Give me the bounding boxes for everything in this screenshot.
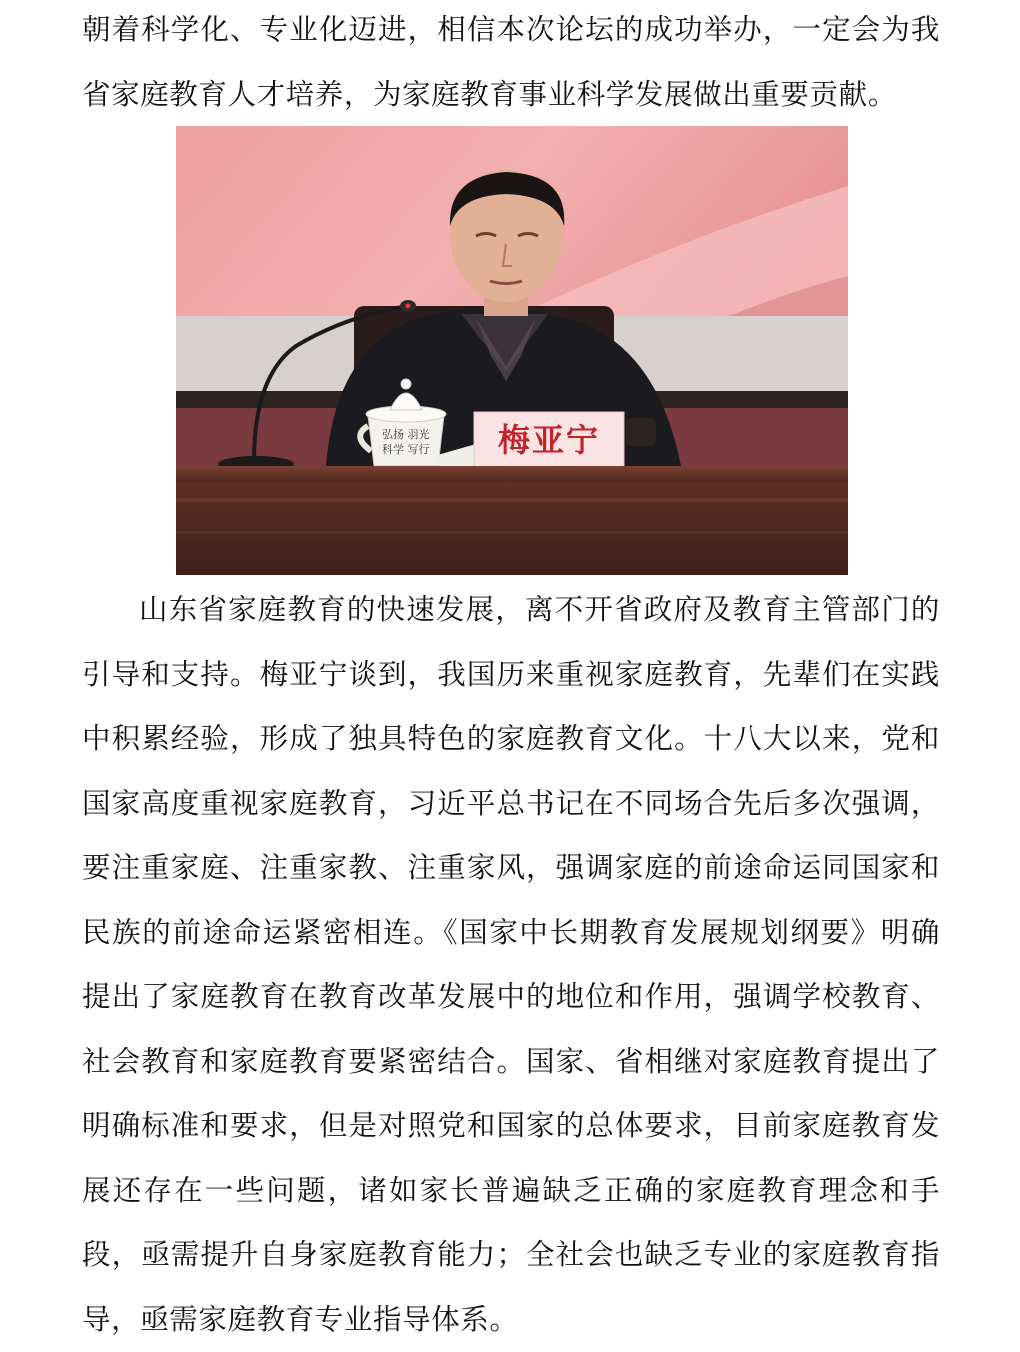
nameplate-label: 梅亚宁 — [497, 421, 600, 459]
paragraph-intro-continuation: 朝着科学化、专业化迈进，相信本次论坛的成功举办，一定会为我省家庭教育人才培养，为家庭教育事业科学发展做出重要贡献。 — [82, 13, 940, 111]
speaker-photo-illustration — [176, 126, 848, 575]
svg-text:科学 写行: 科学 写行 — [382, 443, 430, 456]
paragraph-body: 山东省家庭教育的快速发展，离不开省政府及教育主管部门的引导和支持。梅亚宁谈到，我国历来重视家庭教育，先辈们在实践中积累经验，形成了独具特色的家庭教育文化。十八大以来，党和国家高度重视家庭教育，习近平总书记在不同场合先后多次强调，要注重家庭、注重家教、注重家风，强调家庭的前途命运同国家和民族的前途命运紧密相连。《国家中长期教育发展规划纲要》明确提出了家庭教育在教育改革发展中的地位和作用，强调学校教育、社会教育和家庭教育要紧密结合。国家、省相继对家庭教育提出了明确标准和要求，但是对照党和国家的总体要求，目前家庭教育发展还存在一些问题，诸如家长普遍缺乏正确的家庭教育理念和手段，亟需提升自身家庭教育能力；全社会也缺乏专业的家庭教育指导，亟需家庭教育专业指导体系。 — [82, 593, 940, 1336]
speaker-photo — [176, 126, 848, 575]
conference-table — [176, 466, 848, 482]
tea-cup — [368, 416, 444, 466]
svg-text:弘扬 羽光: 弘扬 羽光 — [382, 428, 430, 441]
